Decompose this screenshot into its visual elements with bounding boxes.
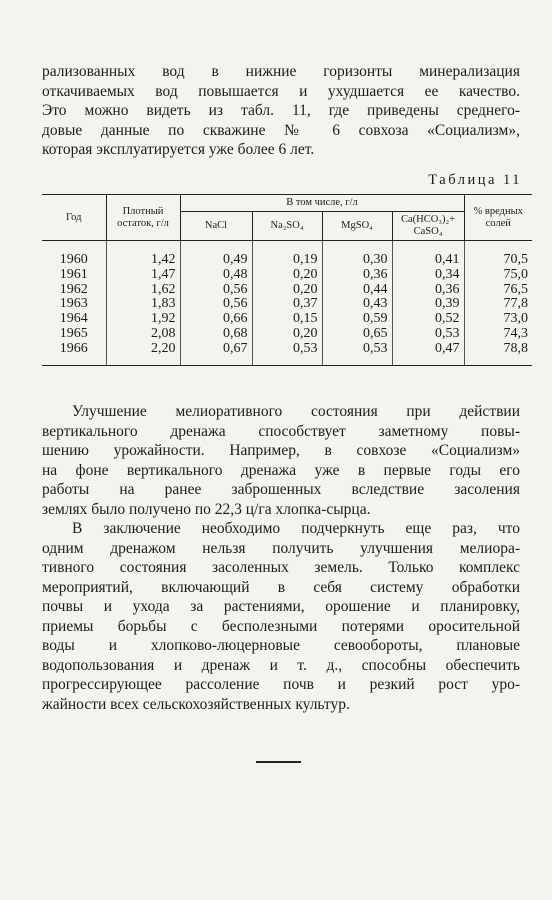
- text-line: которая эксплуатируется уже более 6 лет.: [42, 141, 315, 158]
- table-row: [42, 312, 532, 327]
- table-cell: 76,5: [464, 283, 532, 298]
- table-cell: 74,3: [464, 327, 532, 342]
- table-cell: 0,66: [180, 312, 252, 327]
- text-line: шению урожайности. Например, в совхозе «Социализм»: [42, 442, 520, 459]
- header-ca: Ca(HCO₃)₂+ CaSO₄: [392, 212, 464, 241]
- table-cell: 0,19: [252, 253, 322, 268]
- table-cell: 1,47: [106, 268, 180, 283]
- header-including: В том числе, г/л: [180, 195, 464, 212]
- table-cell: 1965: [42, 327, 106, 342]
- text-line: довые данные по скважине № 6 совхоза «Социализм»,: [42, 121, 520, 139]
- table-cell: 0,52: [392, 312, 464, 327]
- table-cell: 0,67: [180, 342, 252, 357]
- table-cell: 0,39: [392, 297, 464, 312]
- table-cell: 1,92: [106, 312, 180, 327]
- table-cell: 75,0: [464, 268, 532, 283]
- text-line: вертикального дренажа способствует заметному повы-: [42, 422, 520, 440]
- header-harmful: % вредных солей: [464, 195, 532, 241]
- table-cell: 77,8: [464, 297, 532, 312]
- table-cell: 0,37: [252, 297, 322, 312]
- text-line: тивного состояния засоленных земель. Только комплекс: [42, 559, 520, 576]
- table-cell: 0,15: [252, 312, 322, 327]
- table-body: [42, 241, 532, 366]
- table-cell: 1961: [42, 268, 106, 283]
- table-cell: 1,83: [106, 297, 180, 312]
- table-cell: 0,65: [322, 327, 392, 342]
- end-rule: [256, 761, 301, 763]
- table-cell: 1,42: [106, 253, 180, 268]
- table-caption: Таблица 11: [428, 172, 522, 188]
- intro-paragraph: [42, 62, 520, 160]
- table-cell: 1960: [42, 253, 106, 268]
- text-line: землях было получено по 22,3 ц/га хлопка-сырца.: [42, 500, 371, 518]
- table-cell: 0,53: [392, 327, 464, 342]
- table-cell: 1963: [42, 297, 106, 312]
- table-row: [42, 268, 532, 283]
- data-table: [42, 194, 532, 366]
- text-line: прогрессирующее рассоление почв и резкий рост уро-: [42, 676, 520, 693]
- table-cell: 0,53: [252, 342, 322, 357]
- table-cell: 0,20: [252, 283, 322, 298]
- text-line: водопользования и дренаж и т. д., способны обеспечить: [42, 656, 520, 674]
- table-row: [42, 297, 532, 312]
- text-line: В заключение необходимо подчеркнуть еще раз, что: [72, 520, 520, 537]
- text-line: на фоне вертикального дренажа уже в первые годы его: [42, 461, 520, 479]
- table-cell: 73,0: [464, 312, 532, 327]
- paragraph-conclusion: [42, 519, 520, 714]
- text-line: откачиваемых вод повышается и ухудшается ее качество.: [42, 82, 520, 100]
- table-row: [42, 327, 532, 342]
- table-cell: 0,56: [180, 283, 252, 298]
- table-cell: 1962: [42, 283, 106, 298]
- text-line: воды и хлопково-люцерновые севообороты, плановые: [42, 637, 520, 654]
- table-cell: 0,30: [322, 253, 392, 268]
- table-cell: 0,34: [392, 268, 464, 283]
- table-cell: 0,68: [180, 327, 252, 342]
- table-cell: 0,36: [322, 268, 392, 283]
- table-cell: 0,56: [180, 297, 252, 312]
- text-line: одним дренажом нельзя получить улучшения мелиора-: [42, 539, 520, 557]
- table-cell: 1,62: [106, 283, 180, 298]
- table-cell: 0,59: [322, 312, 392, 327]
- table-cell: 1966: [42, 342, 106, 357]
- table-cell: 0,41: [392, 253, 464, 268]
- table-cell: 2,08: [106, 327, 180, 342]
- table-row: [42, 342, 532, 357]
- text-line: Это можно видеть из табл. 11, где приведены среднего-: [42, 102, 520, 119]
- header-residue: Плотный остаток, г/л: [106, 195, 180, 241]
- table-cell: 0,49: [180, 253, 252, 268]
- text-line: работы на ранее заброшенных вследствие засоления: [42, 481, 520, 498]
- text-line: почвы и ухода за растениями, орошение и планировку,: [42, 598, 520, 615]
- text-line: Улучшение мелиоративного состояния при действии: [72, 403, 520, 420]
- header-mgso4: MgSO₄: [322, 212, 392, 241]
- text-line: мероприятий, включающий в себя систему обработки: [42, 578, 520, 596]
- table-cell: 0,20: [252, 327, 322, 342]
- table-cell: 2,20: [106, 342, 180, 357]
- table-cell: 0,36: [392, 283, 464, 298]
- paragraph-drainage: [42, 402, 520, 519]
- table-cell: 0,53: [322, 342, 392, 357]
- table-cell: 0,48: [180, 268, 252, 283]
- table-cell: 70,5: [464, 253, 532, 268]
- text-line: рализованных вод в нижние горизонты минерализация: [42, 63, 520, 80]
- text-line: приемы борьбы с бесполезными потерями оросительной: [42, 617, 520, 635]
- table-cell: 0,43: [322, 297, 392, 312]
- text-line: жайности всех сельскохозяйственных культур.: [42, 695, 350, 713]
- table-cell: 1964: [42, 312, 106, 327]
- table-cell: 0,44: [322, 283, 392, 298]
- table-cell: 78,8: [464, 342, 532, 357]
- table-row: [42, 253, 532, 268]
- table-row: [42, 283, 532, 298]
- header-year: Год: [42, 195, 106, 241]
- header-na2so4: Na₂SO₄: [252, 212, 322, 241]
- header-nacl: NaCl: [180, 212, 252, 241]
- table-cell: 0,47: [392, 342, 464, 357]
- table-cell: 0,20: [252, 268, 322, 283]
